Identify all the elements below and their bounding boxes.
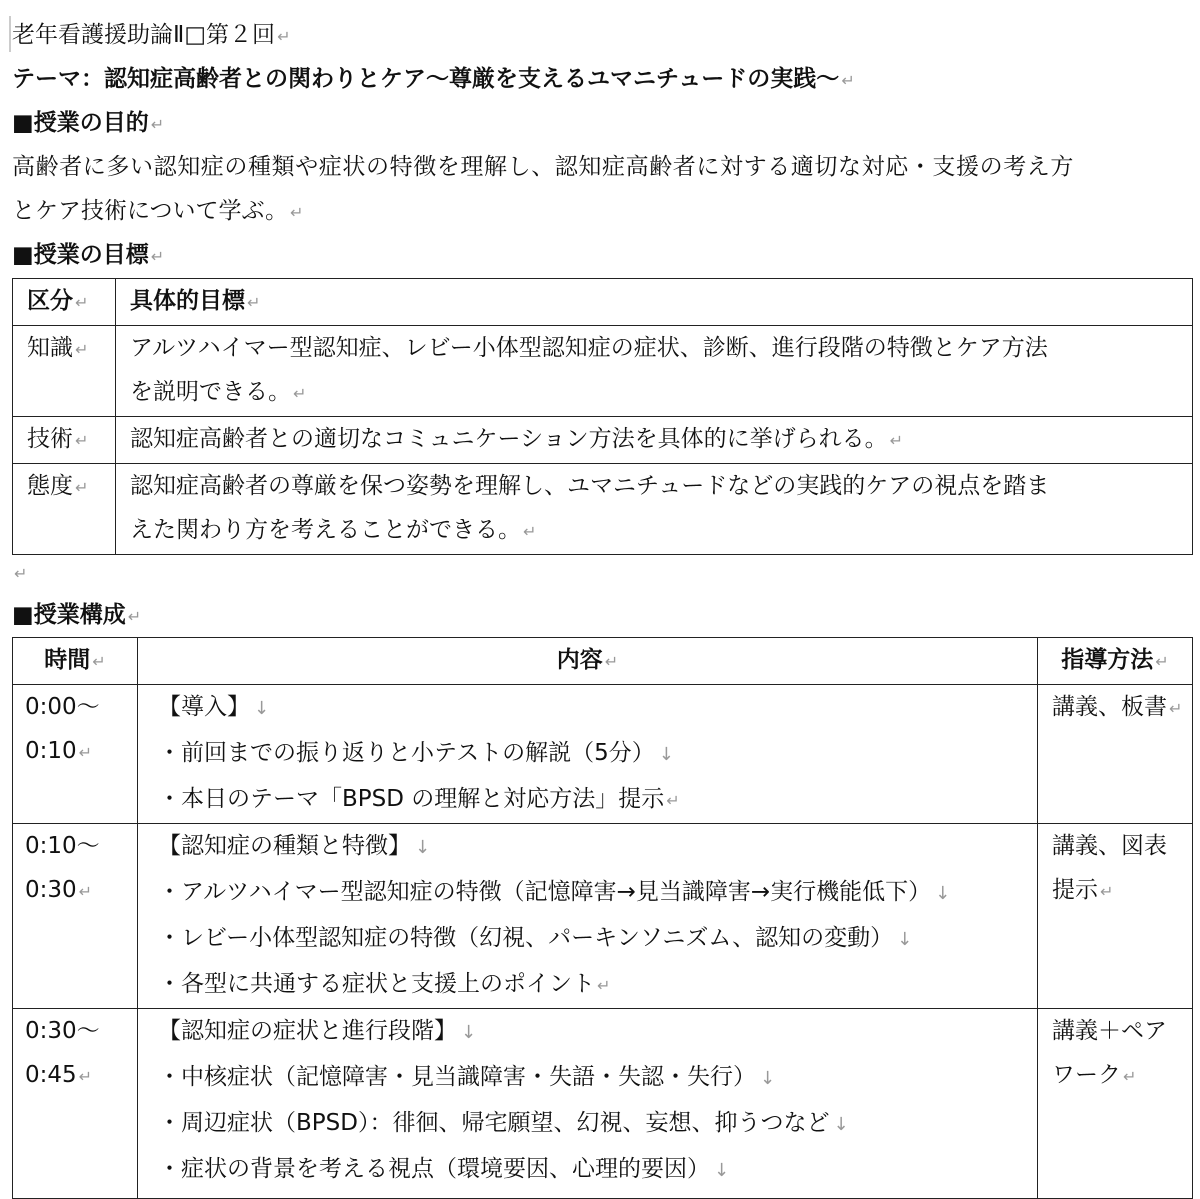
goal-line: 認知症高齢者との適切なコミュニケーション方法を具体的に挙げられる。 ↵	[130, 417, 1178, 463]
table-row	[13, 464, 1193, 555]
empty-paragraph	[12, 550, 27, 594]
structure-heading: ■授業構成 ↵	[12, 593, 141, 637]
method-line: 講義＋ペア	[1052, 1018, 1167, 1044]
purpose-text-line: とケア技術について学ぶ。 ↵	[12, 189, 303, 233]
goal-line: 認知症高齢者の尊厳を保つ姿勢を理解し、ユマニチュードなどの実践的ケアの視点を踏ま	[130, 473, 1050, 499]
content-line: 【導入】 ↓	[158, 685, 1025, 731]
table-row	[13, 326, 1193, 417]
goal-line: えた関わり方を考えることができる。 ↵	[130, 508, 1178, 554]
header-category: 区分 ↵	[27, 279, 101, 325]
method-line: ワーク ↵	[1052, 1053, 1178, 1099]
theme-line: テーマ：認知症高齢者との関わりとケア〜尊厳を支えるユマニチュードの実践〜 ↵	[12, 57, 855, 101]
table-row	[13, 417, 1193, 464]
time-end: 0:45 ↵	[25, 1053, 125, 1099]
table-header-row	[13, 638, 1193, 685]
content-line: ・アルツハイマー型認知症の特徴（記憶障害→見当識障害→実行機能低下） ↓	[158, 870, 1025, 916]
header-goal: 具体的目標 ↵	[130, 279, 1178, 325]
content-line: 【認知症の種類と特徴】 ↓	[158, 824, 1025, 870]
text-cursor	[9, 16, 11, 52]
table-row	[13, 1009, 1193, 1199]
table-row	[13, 685, 1193, 824]
time-start: 0:00〜	[25, 694, 100, 720]
content-line: ・中核症状（記憶障害・見当識障害・失語・失認・失行） ↓	[158, 1055, 1025, 1101]
content-line: ・各型に共通する症状と支援上のポイント ↵	[158, 962, 1025, 1008]
goals-table	[12, 278, 1193, 555]
goal-line: アルツハイマー型認知症、レビー小体型認知症の症状、診断、進行段階の特徴とケア方法	[130, 335, 1048, 361]
category-cell: 態度 ↵	[27, 464, 101, 510]
content-line: ・本日のテーマ「BPSD の理解と対応方法」提示 ↵	[158, 777, 1025, 823]
category-cell: 知識 ↵	[27, 326, 101, 372]
content-line: ・周辺症状（BPSD）：徘徊、帰宅願望、幻視、妄想、抑うつなど ↓	[158, 1101, 1025, 1147]
document-title: 老年看護援助論Ⅱ□第２回 ↵	[12, 13, 290, 57]
header-time: 時間 ↵	[25, 638, 125, 684]
time-start: 0:30〜	[25, 1018, 100, 1044]
time-end: 0:10 ↵	[25, 729, 125, 775]
goals-heading: ■授業の目標 ↵	[12, 233, 164, 277]
header-method: 指導方法 ↵	[1042, 638, 1188, 684]
time-end: 0:30 ↵	[25, 868, 125, 914]
method-line: 講義、図表	[1052, 833, 1167, 859]
table-header-row	[13, 279, 1193, 326]
content-line: ・前回までの振り返りと小テストの解説（5分） ↓	[158, 731, 1025, 777]
table-row	[13, 824, 1193, 1009]
goal-line: を説明できる。 ↵	[130, 370, 1178, 416]
content-line: ・症状の背景を考える視点（環境要因、心理的要因） ↓	[158, 1147, 1025, 1193]
category-cell: 技術 ↵	[27, 417, 101, 463]
method-line: 提示 ↵	[1052, 868, 1178, 914]
purpose-heading: ■授業の目的 ↵	[12, 101, 164, 145]
header-content: 内容 ↵	[150, 638, 1025, 684]
content-line: ・レビー小体型認知症の特徴（幻視、パーキンソニズム、認知の変動） ↓	[158, 916, 1025, 962]
time-start: 0:10〜	[25, 833, 100, 859]
structure-table	[12, 637, 1193, 1199]
purpose-text-line: 高齢者に多い認知症の種類や症状の特徴を理解し、認知症高齢者に対する適切な対応・支援の考え方	[12, 154, 1074, 180]
content-line: 【認知症の症状と進行段階】 ↓	[158, 1009, 1025, 1055]
method-line: 講義、板書 ↵	[1052, 685, 1178, 731]
